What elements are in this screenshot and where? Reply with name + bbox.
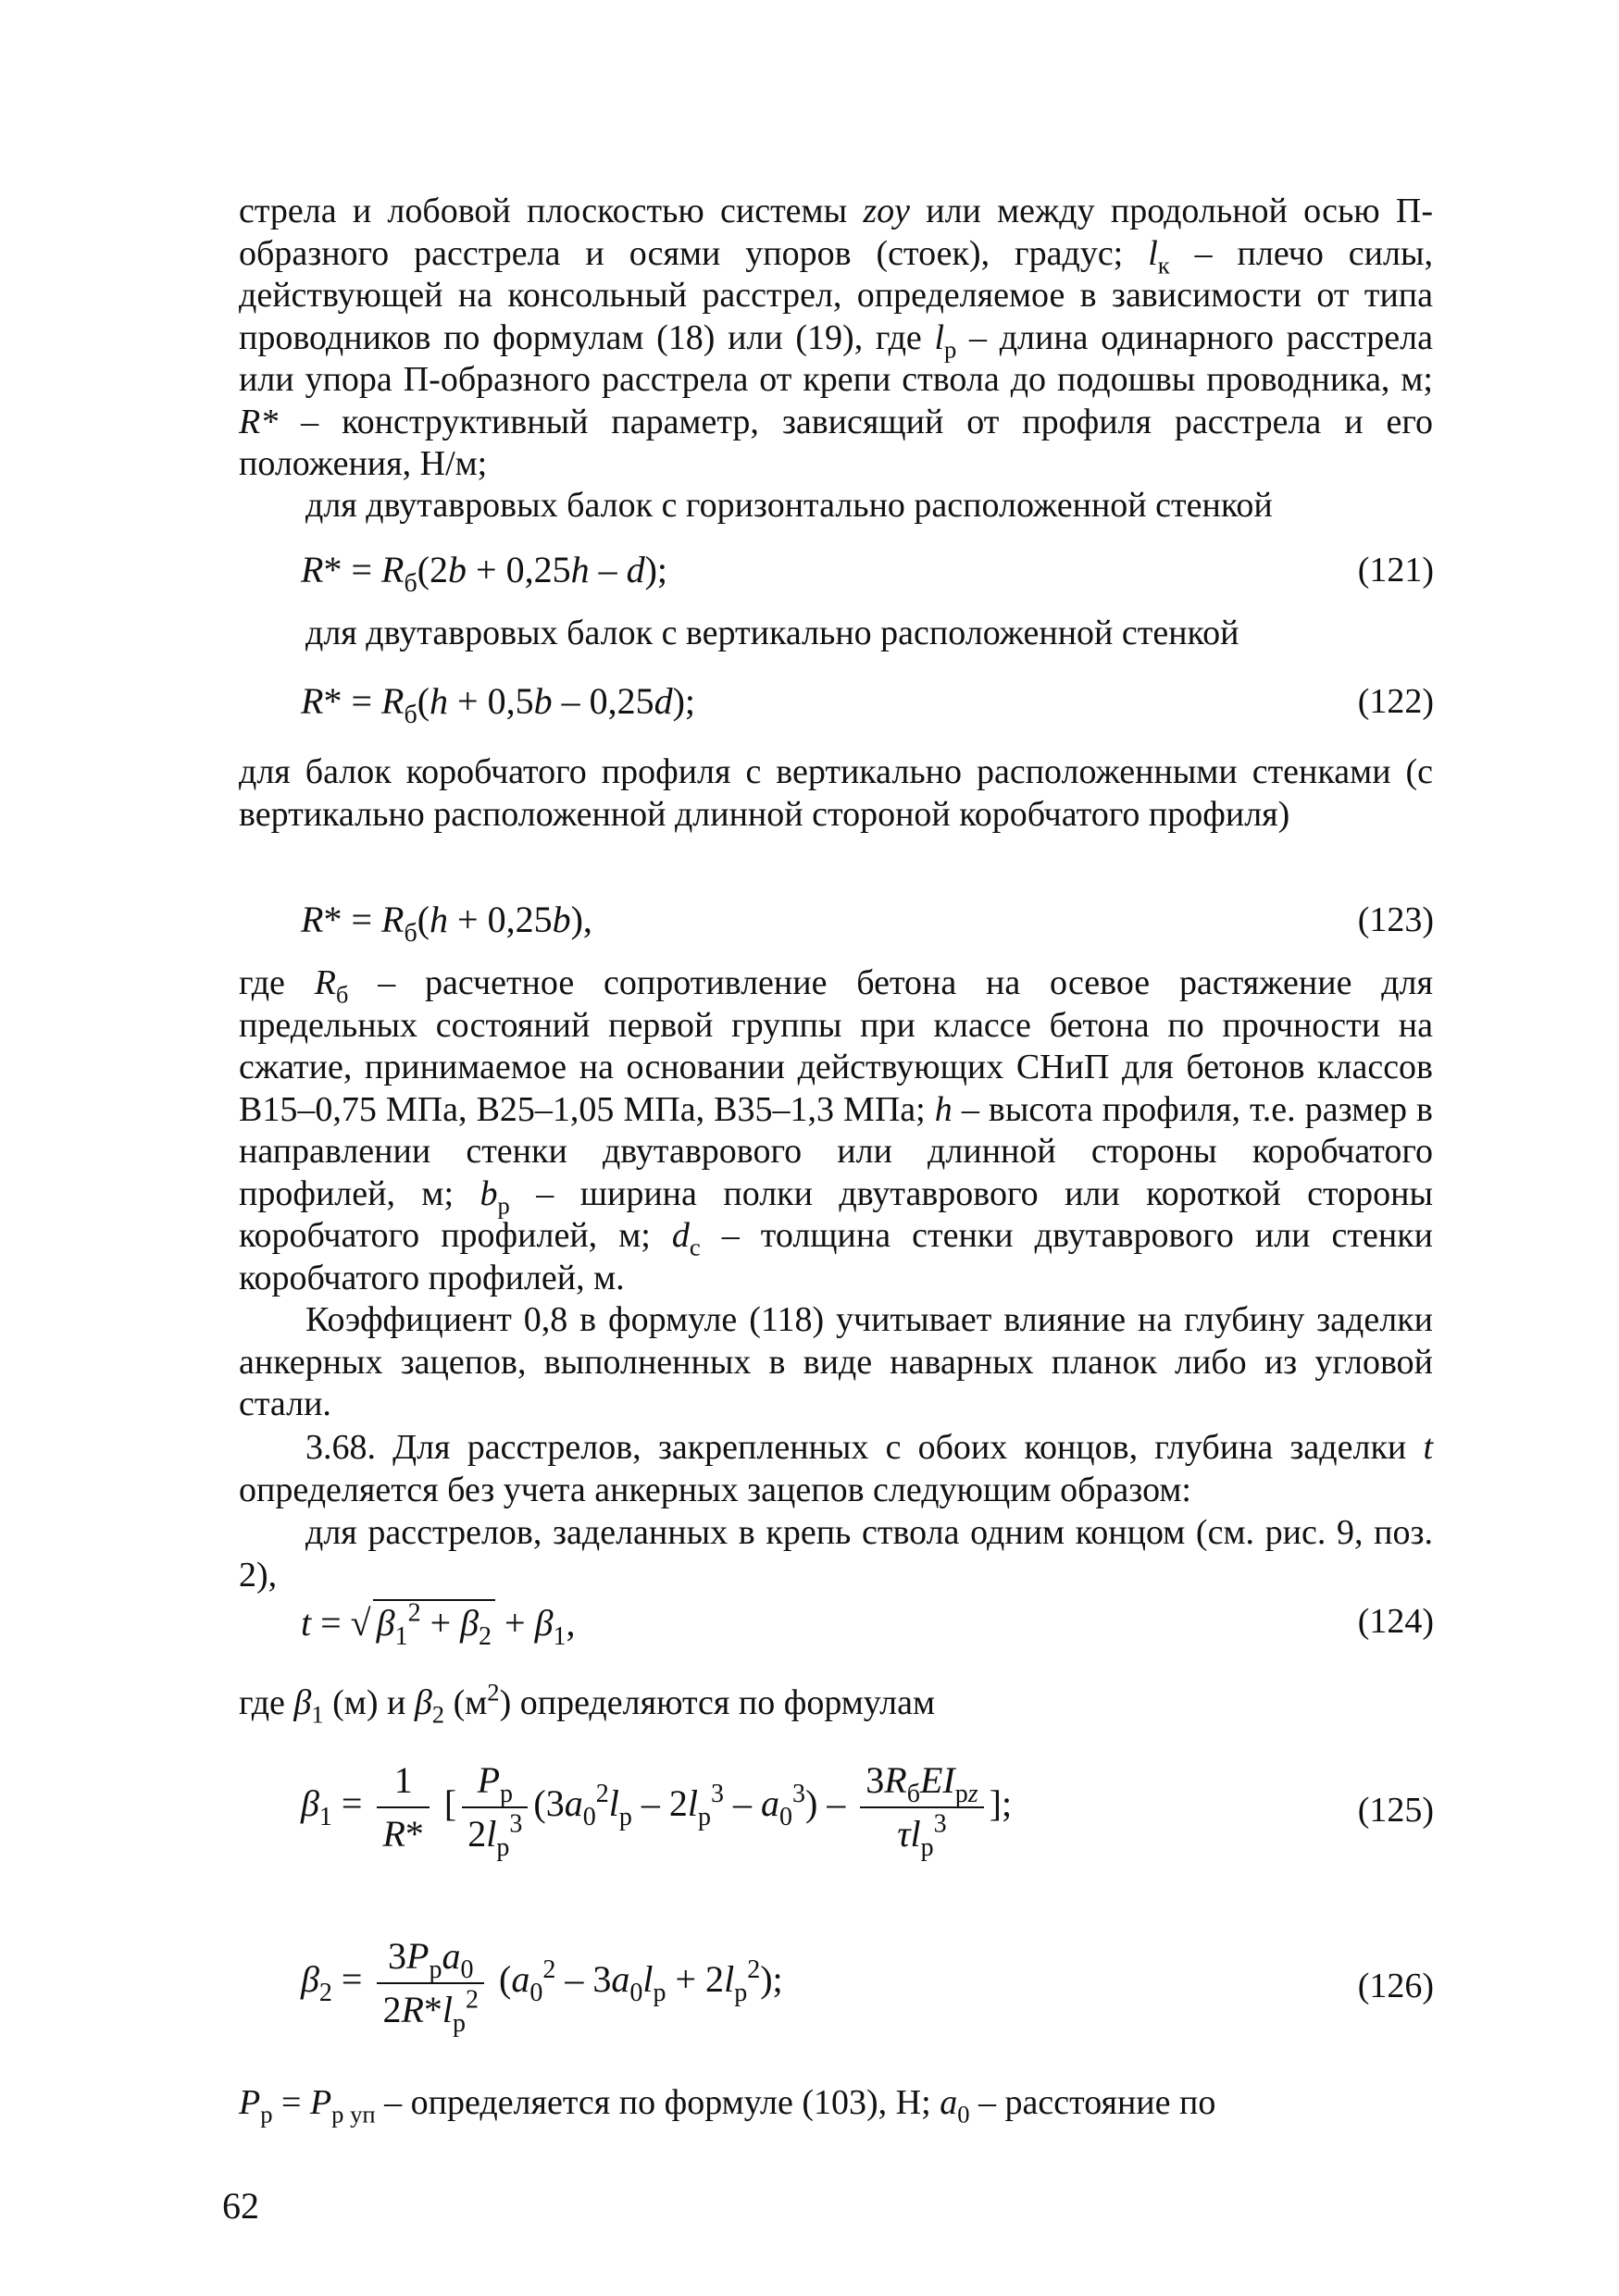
equation-number: (123) — [1357, 900, 1434, 939]
equation-125: $\beta_1$ = $\frac{1}{R*}$ [ $\frac{P_р}{2l_р^3}$ $(3a_0^2l_р - 2l_р^3 - a_0^3)$ – $\frac{3R_бEI_{рz}}{\tau l_р^3}$ ]; — [301, 1759, 1013, 1862]
equation-126: $\beta_2$ = $\frac{3P_рa_0}{2R*l_р^2}$ $(a_0^2 - 3a_0l_р + 2l_р^2)$; — [301, 1935, 783, 2038]
equation-123: $R* = R_б(h + 0,25b)$, — [301, 899, 592, 948]
paragraph-one-end: для расстрелов, заделанных в крепь ствола одним концом (см. рис. 9, поз. 2), — [239, 1513, 1433, 1595]
paragraph-vertical-web: для двутавровых балок с вертикально расположенной стенкой — [305, 614, 1239, 652]
equation-number: (126) — [1357, 1967, 1434, 2005]
equation-number: (124) — [1357, 1602, 1434, 1641]
paragraph-continuation: стрела и лобовой плоскостью системы zoy или между продольной осью П-образного расстрела и осями упоров (стоек), градус; $l_к$ – плечо силы, действующей на консольный расстрел, определяемое в зависимости от типа проводников по формулам (18) или (19), где $l_р$ – длина одинарного расстрела или упора П-образного расстрела от крепи ствола до подошвы проводника, м; R* – конструктивный параметр, зависящий от профиля расстрела и его положения, Н/м; — [239, 192, 1434, 483]
equation-121: $R* = R_б(2b + 0,25h - d)$; — [301, 549, 668, 598]
equation-number: (122) — [1357, 682, 1434, 721]
equation-124: t = √ $\beta_1^2 + \beta_2 + \beta_1$, — [301, 1598, 576, 1651]
paragraph-box-profile: для балок коробчатого профиля с вертикально расположенными стенками (с вертикально расположенной длинной стороной коробчатого профиля) — [239, 752, 1433, 834]
paragraph-coefficient: Коэффициент 0,8 в формуле (118) учитывает влияние на глубину заделки анкерных зацепов, выполненных в виде наварных планок либо из угловой стали. — [239, 1300, 1433, 1423]
paragraph-beta-intro: где $\beta_1$ (м) и $\beta_2$ $(м^2)$ определяются по формулам — [239, 1678, 936, 1729]
paragraph-last-line: $P_р = P_{р уп}$ – определяется по формуле (103), Н; $a_0$ – расстояние по — [239, 2083, 1216, 2128]
page-number: 62 — [222, 2185, 259, 2227]
equation-number: (125) — [1357, 1791, 1434, 1830]
paragraph-horizontal-web: для двутавровых балок с горизонтально расположенной стенкой — [305, 486, 1273, 525]
paragraph-definitions: где $R_б$ – расчетное сопротивление бетона на осевое растяжение для предельных состояний первой группы при классе бетона по прочности на сжатие, принимаемое на основании действующих СНиП для бетонов классов В15–0,75 МПа, В25–1,05 МПа, В35–1,3 МПа; h – высота профиля, т.е. размер в направлении стенки двутаврового или длинной стороны коробчатого профилей, м; $b_р$ – ширина полки двутаврового или короткой стороны коробчатого профилей, м; $d_с$ – толщина стенки двутаврового или стенки коробчатого профилей, м. — [239, 963, 1433, 1297]
equation-122: $R* = R_б(h + 0,5b - 0,25d)$; — [301, 680, 696, 729]
equation-number: (121) — [1357, 551, 1434, 590]
paragraph-3-68: 3.68. Для расстрелов, закрепленных с обоих концов, глубина заделки t определяется без учета анкерных зацепов следующим образом: — [239, 1428, 1433, 1509]
